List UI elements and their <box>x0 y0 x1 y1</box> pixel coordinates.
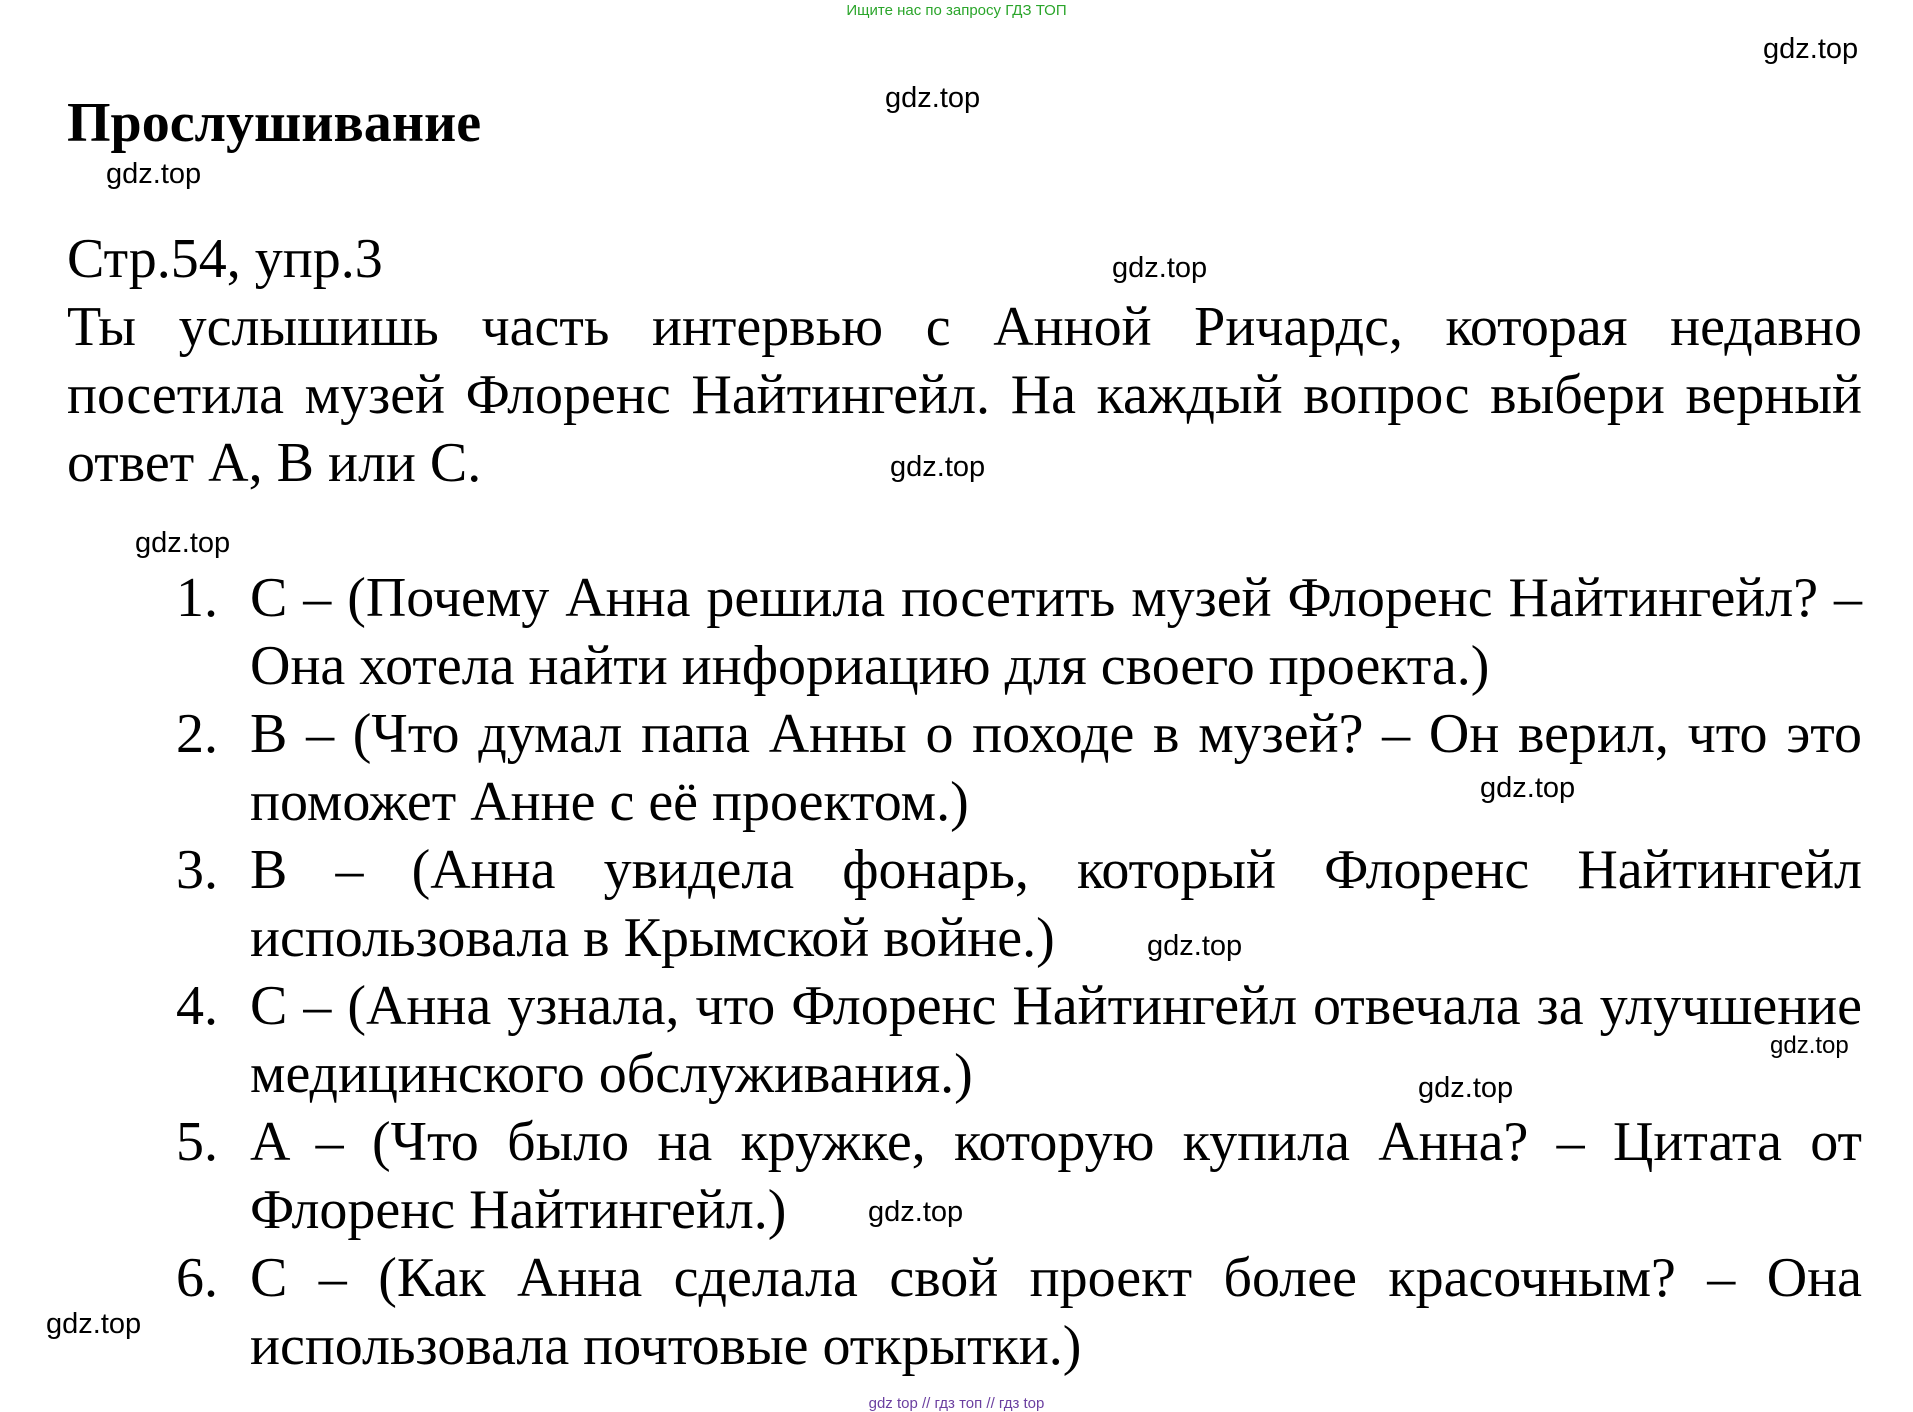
search-hint-banner: Ищите нас по запросу ГДЗ ТОП <box>846 2 1067 19</box>
answer-item-5 <box>138 1108 1862 1244</box>
exercise-reference: Стр.54, упр.3 <box>67 228 383 290</box>
watermark: gdz.top <box>1418 1072 1514 1104</box>
answer-text: A – (Что было на кружке, которую купила Анна? – Цитата от Флоренс Найтингейл.) <box>250 1111 1862 1241</box>
watermark: gdz.top <box>885 82 981 114</box>
watermark: gdz.top <box>1480 772 1576 804</box>
exercise-instruction: Ты услышишь часть интервью с Анной Ричардс, которая недавно посетила музей Флоренс Найтингейл. На каждый вопрос выбери верный ответ A, B или C. <box>67 296 1862 494</box>
watermark: gdz.top <box>890 451 986 483</box>
answer-text: C – (Как Анна сделала свой проект более красочным? – Она использовала почтовые открытки.) <box>250 1247 1862 1377</box>
footer-watermark: gdz top // гдз топ // гдз top <box>868 1395 1045 1412</box>
answer-number: 2. <box>176 703 218 765</box>
watermark: gdz.top <box>135 527 231 559</box>
answer-text: C – (Почему Анна решила посетить музей Флоренс Найтингейл? – Она хотела найти инфориацию для своего проекта.) <box>250 567 1862 697</box>
answer-number: 5. <box>176 1111 218 1173</box>
answer-item-2 <box>138 700 1862 836</box>
answer-number: 3. <box>176 839 218 901</box>
watermark: gdz.top <box>1763 33 1859 65</box>
watermark: gdz.top <box>1112 252 1208 284</box>
answer-number: 4. <box>176 975 218 1037</box>
answer-number: 6. <box>176 1247 218 1309</box>
answer-text: C – (Анна узнала, что Флоренс Найтингейл отвечала за улучшение медицинского обслуживания.) <box>250 975 1862 1105</box>
answer-text: B – (Анна увидела фонарь, который Флоренс Найтингейл использовала в Крымской войне.) <box>250 839 1862 969</box>
answer-number: 1. <box>176 567 218 629</box>
watermark: gdz.top <box>46 1308 142 1340</box>
page-title: Прослушивание <box>67 92 482 154</box>
answer-item-6 <box>138 1244 1862 1380</box>
answer-item-1 <box>138 564 1862 700</box>
answer-item-4 <box>138 972 1862 1108</box>
answer-text: B – (Что думал папа Анны о походе в музей? – Он верил, что это поможет Анне с её проектом.) <box>250 703 1862 833</box>
answers-list <box>138 564 1862 1380</box>
watermark: gdz.top <box>106 158 202 190</box>
watermark: gdz.top <box>868 1196 964 1228</box>
answer-item-3 <box>138 836 1862 972</box>
watermark: gdz.top <box>1770 1032 1849 1059</box>
watermark: gdz.top <box>1147 930 1243 962</box>
